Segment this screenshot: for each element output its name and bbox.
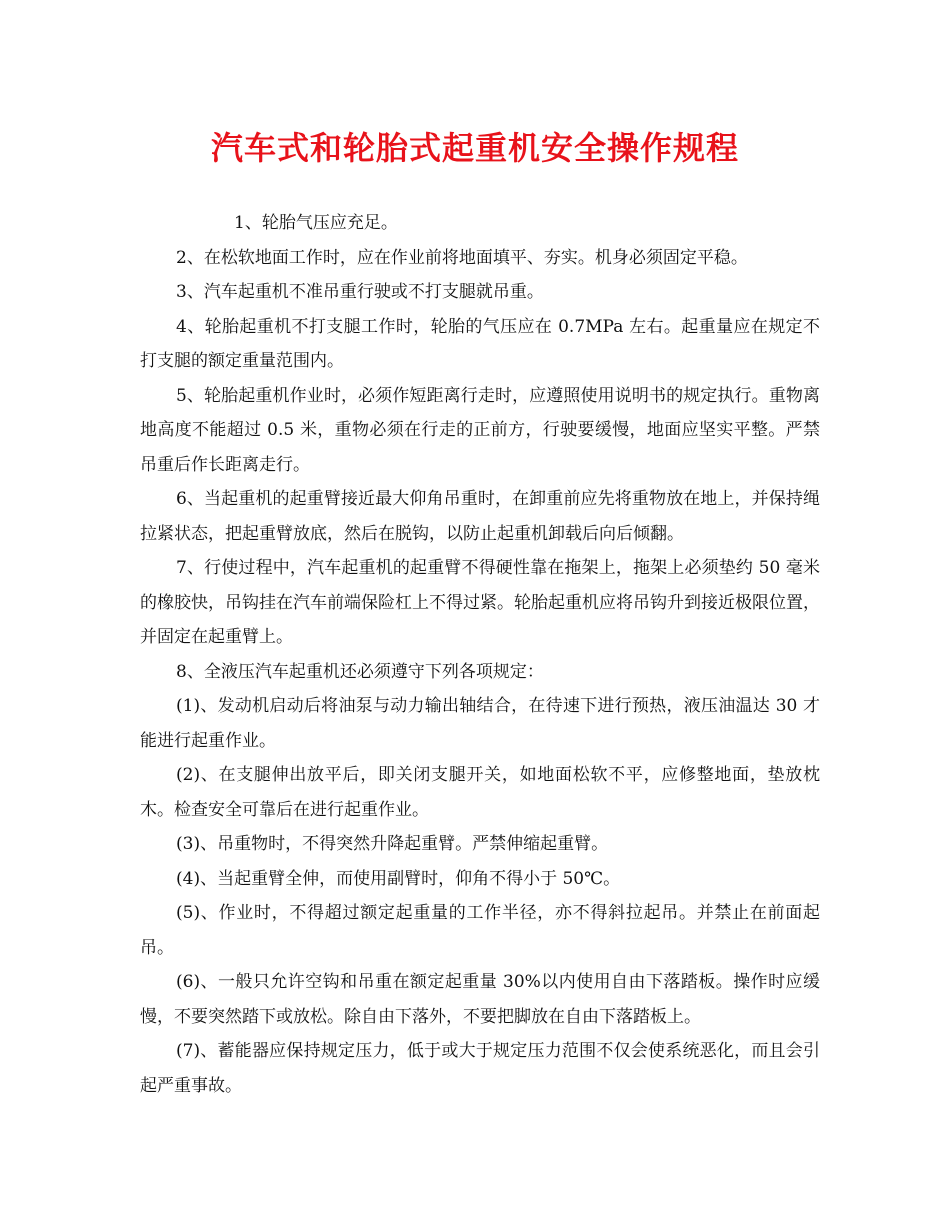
paragraph-7: 7、行使过程中，汽车起重机的起重臂不得硬性靠在拖架上，拖架上必须垫约 50 毫米的橡胶快，吊钩挂在汽车前端保险杠上不得过紧。轮胎起重机应将吊钩升到接近极限位置，并固定在起重臂上。 [140, 558, 820, 647]
paragraph-8: 8、全液压汽车起重机还必须遵守下列各项规定： [176, 661, 544, 682]
sub-item-5: (5)、作业时，不得超过额定起重量的工作半径，亦不得斜拉起吊。并禁止在前面起吊。 [140, 903, 820, 958]
sub-item-6: (6)、一般只允许空钩和吊重在额定起重量 30%以内使用自由下落踏板。操作时应缓慢，不要突然踏下或放松。除自由下落外，不要把脚放在自由下落踏板上。 [140, 972, 820, 1027]
sub-item-2: (2)、在支腿伸出放平后，即关闭支腿开关，如地面松软不平，应修整地面，垫放枕木。检查安全可靠后在进行起重作业。 [140, 765, 820, 820]
paragraph-4: 4、轮胎起重机不打支腿工作时，轮胎的气压应在 0.7MPa 左右。起重量应在规定不打支腿的额定重量范围内。 [140, 316, 820, 371]
sub-item-1: (1)、发动机启动后将油泵与动力输出轴结合，在待速下进行预热，液压油温达 30 才能进行起重作业。 [140, 696, 820, 751]
paragraph-1: 1、轮胎气压应充足。 [234, 213, 398, 233]
document-body [140, 206, 820, 1103]
document-title: 汽车式和轮胎式起重机安全操作规程 [210, 129, 739, 167]
paragraph-3: 3、汽车起重机不准吊重行驶或不打支腿就吊重。 [176, 282, 544, 302]
sub-item-3: (3)、吊重物时，不得突然升降起重臂。严禁伸缩起重臂。 [176, 834, 609, 854]
paragraph-2: 2、在松软地面工作时，应在作业前将地面填平、夯实。机身必须固定平稳。 [176, 247, 748, 268]
paragraph-5: 5、轮胎起重机作业时，必须作短距离行走时，应遵照使用说明书的规定执行。重物离地高度不能超过 0.5 米，重物必须在行走的正前方，行驶要缓慢，地面应坚实平整。严禁吊重后作长距离走行。 [140, 385, 820, 475]
paragraph-6: 6、当起重机的起重臂接近最大仰角吊重时，在卸重前应先将重物放在地上，并保持绳拉紧状态，把起重臂放底，然后在脱钩，以防止起重机卸载后向后倾翻。 [140, 489, 820, 544]
sub-item-7: (7)、蓄能器应保持规定压力，低于或大于规定压力范围不仅会使系统恶化，而且会引起严重事故。 [140, 1041, 820, 1096]
sub-item-4: (4)、当起重臂全伸，而使用副臂时，仰角不得小于 50℃。 [176, 868, 621, 889]
